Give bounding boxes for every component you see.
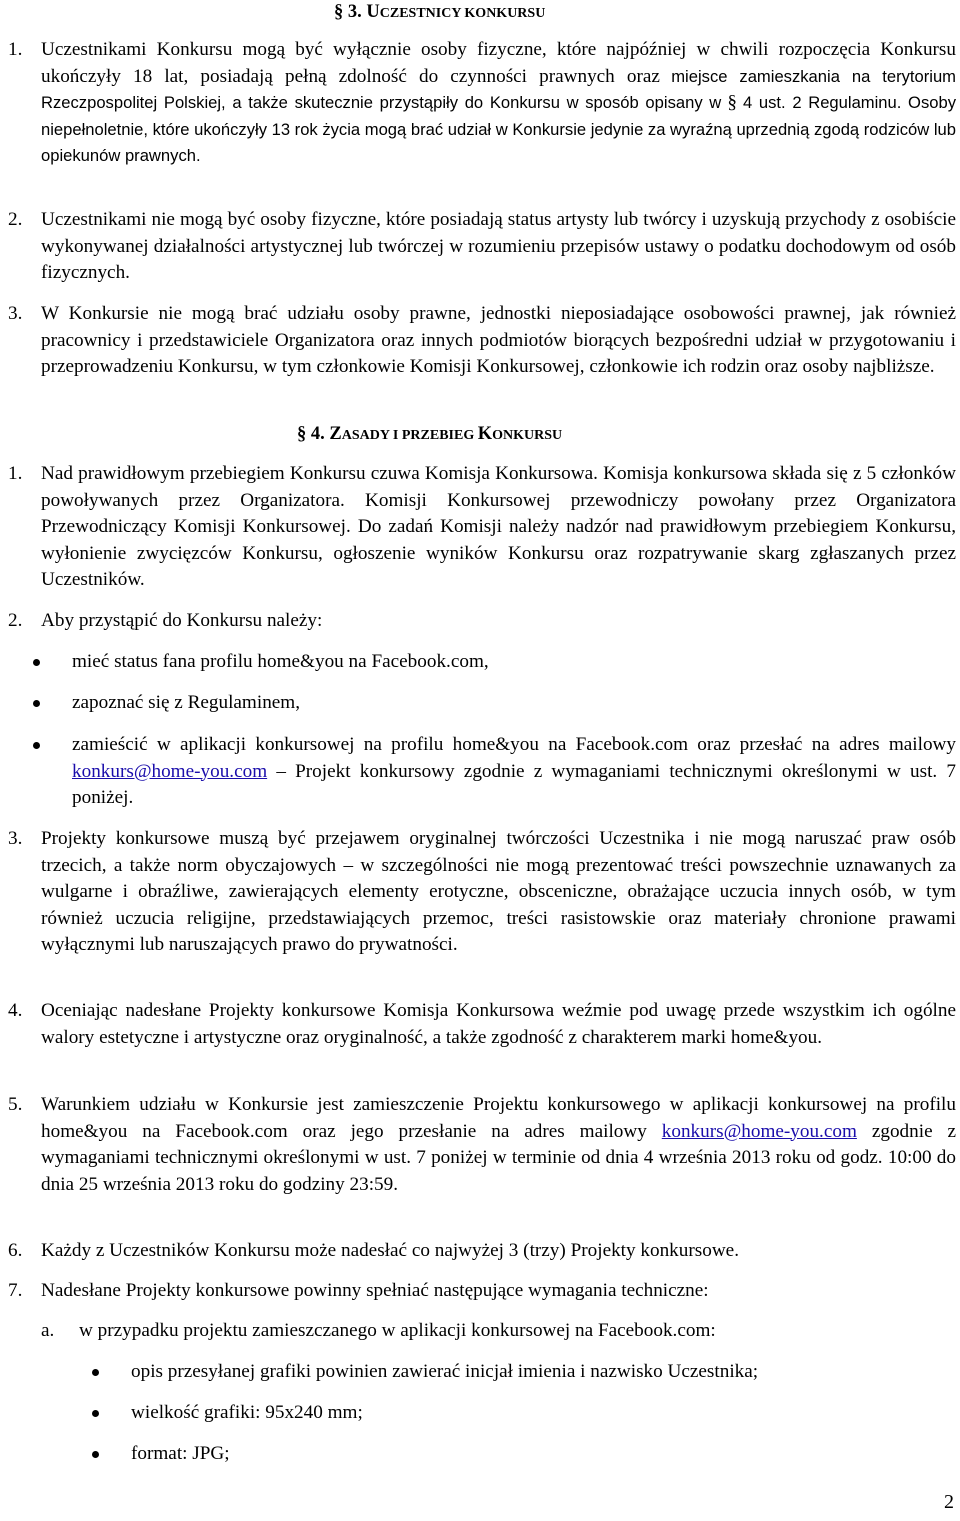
item-number: 3.	[8, 828, 23, 849]
section-heading-3	[334, 2, 545, 23]
bullet-dot	[33, 659, 40, 666]
heading-initial-2: K	[477, 424, 493, 444]
section4-item-6	[8, 1238, 956, 1265]
list-item-text-cont: – Projekt konkursowy zgodnie z wymaganiami technicznymi określonymi w ust. 7 poniżej.	[72, 760, 957, 808]
email-link[interactable]: konkurs@home-you.com	[72, 760, 268, 782]
item-number: 4.	[8, 1000, 23, 1021]
section-sign: §	[334, 2, 344, 22]
bullet-dot	[92, 1451, 99, 1458]
list-item	[92, 1400, 956, 1427]
item-text: Uczestnikami nie mogą być osoby fizyczne, które posiadają status artysty lub twórcy i uzyskują przychody z osobiście wykonywanej działalności artystycznej lub twórczej w rozumieniu przepisów ustawy o podatku dochodowym od osób fizycznych.	[41, 209, 956, 283]
list-item	[33, 732, 956, 812]
list-item-text: wielkość grafiki: 95x240 mm;	[131, 1402, 363, 1423]
item-number: 6.	[8, 1240, 23, 1261]
heading-rest: CZESTNICY KONKURSU	[379, 6, 546, 21]
email-link[interactable]: konkurs@home-you.com	[661, 1120, 857, 1142]
item-text: Każdy z Uczestników Konkursu może nadesłać co najwyżej 3 (trzy) Projekty konkursowe.	[41, 1240, 739, 1261]
section3-item-1	[8, 37, 956, 170]
item-text: Nadesłane Projekty konkursowe powinny spełniać następujące wymagania techniczne:	[41, 1280, 709, 1301]
sub-item-label: a.	[41, 1320, 55, 1341]
section4-item-5	[8, 1092, 956, 1198]
section-heading-4	[297, 424, 562, 445]
list-item	[33, 649, 956, 676]
item-text: Aby przystąpić do Konkursu należy:	[41, 610, 323, 631]
list-item	[33, 690, 956, 717]
item-number: 2.	[8, 209, 23, 230]
heading-number: 3.	[347, 2, 362, 22]
item-text-cont: zgodnie z wymaganiami technicznymi określonymi w ust. 7 poniżej w terminie od dnia 4 września 2013 roku od godz. 10:00 do dnia 25 września 2013 roku do godziny 23:59.	[41, 1120, 957, 1195]
sub-item-a	[41, 1318, 956, 1345]
item-text: Oceniając nadesłane Projekty konkursowe Komisja Konkursowa weźmie pod uwagę przede wszystkim ich ogólne walory estetyczne i artystyczne oraz oryginalność, a także zgodność z charakterem marki home&you.	[41, 1000, 956, 1048]
item-number: 1.	[8, 463, 23, 484]
section-sign-inline: §	[727, 92, 737, 113]
item-text: Nad prawidłowym przebiegiem Konkursu czuwa Komisja Konkursowa. Komisja konkursowa składa się z 5 członków powoływanych przez Organizatora. Komisji Konkursowej przewodniczy powołany przez Organizatora Przewodniczący Komisji Konkursowej. Do zadań Komisji należy nadzór nad prawidłowym przebiegiem Konkursu, wyłonienie zwycięzców Konkursu, ogłoszenie wyników Konkursu oraz rozpatrywanie skarg zgłaszanych przez Uczestników.	[41, 463, 956, 590]
sub-item-text: w przypadku projektu zamieszczanego w aplikacji konkursowej na Facebook.com:	[79, 1320, 716, 1341]
section4-item-3	[8, 826, 956, 959]
item-text-sans-cont: 4 ust. 2 Regulaminu. Osoby niepełnoletnie, które ukończyły 13 rok życia mogą brać udział w Konkursie jedynie za wyraźną uprzednią zgodą rodziców lub opiekunów prawnych.	[41, 93, 957, 165]
item-text: W Konkursie nie mogą brać udziału osoby prawne, jednostki nieposiadające osobowości prawnej, jak również pracownicy i przedstawiciele Organizatora oraz innych podmiotów biorących bezpośredni udział w przygotowaniu i przeprowadzeniu Konkursu, w tym członkowie Komisji Konkursowej, członkowie ich rodzin oraz osoby najbliższe.	[41, 303, 956, 377]
item-text-serif: Uczestnikami Konkursu mogą być wyłącznie osoby fizyczne, które najpóźniej w chwili rozpoczęcia Konkursu ukończyły 18 lat, posiadają pełną zdolność do czynności prawnych oraz	[41, 39, 956, 87]
list-item-text: zamieścić w aplikacji konkursowej na profilu home&you na Facebook.com oraz przesłać na adres mailowy	[72, 734, 956, 755]
list-item	[92, 1441, 956, 1468]
item-number: 5.	[8, 1094, 23, 1115]
bullet-dot	[92, 1369, 99, 1376]
item-text-sans: miejsce zamieszkania na terytorium Rzeczpospolitej Polskiej, a także skutecznie przystąpiły do Konkursu w sposób opisany w	[41, 66, 957, 112]
list-item-text: opis przesyłanej grafiki powinien zawierać inicjał imienia i nazwisko Uczestnika;	[131, 1361, 759, 1382]
heading-rest-2: ONKURSU	[492, 428, 563, 443]
bullet-dot	[33, 742, 40, 749]
heading-rest-1: ASADY I PRZEBIEG	[341, 428, 478, 443]
item-text: Projekty konkursowe muszą być przejawem oryginalnej twórczości Uczestnika i nie mogą naruszać praw osób trzecich, a także norm obyczajowych – w szczególności nie mogą prezentować treści powszechnie uznawanych za wulgarne i obraźliwe, zawierających elementy erotyczne, obsceniczne, obrażające uczucia innych osób, w tym również uczucia religijne, przedstawiających przemoc, treści rasistowskie oraz materiały chronione prawami wyłącznymi lub naruszających prawo do prywatności.	[41, 828, 956, 955]
section3-item-2	[8, 207, 956, 287]
section4-item-1	[8, 461, 956, 594]
list-item	[92, 1359, 956, 1386]
list-item-text: mieć status fana profilu home&you na Facebook.com,	[72, 651, 489, 672]
heading-number: 4.	[310, 424, 325, 444]
item-number: 2.	[8, 610, 23, 631]
bullet-dot	[92, 1410, 99, 1417]
section-sign: §	[297, 424, 307, 444]
section4-item-2	[8, 608, 956, 635]
heading-initial-1: Z	[329, 424, 342, 444]
item-number: 7.	[8, 1280, 23, 1301]
item-number: 3.	[8, 303, 23, 324]
item-number: 1.	[8, 39, 23, 60]
section4-item-7	[8, 1278, 956, 1305]
section4-item-4	[8, 998, 956, 1051]
list-item-text: format: JPG;	[131, 1443, 230, 1464]
heading-initial: U	[366, 2, 380, 22]
bullet-dot	[33, 700, 40, 707]
page-number: 2	[944, 1491, 954, 1513]
item-text: Warunkiem udziału w Konkursie jest zamieszczenie Projektu konkursowego w aplikacji konkursowej na profilu home&you na Facebook.com oraz jego przesłanie na adres mailowy	[41, 1094, 956, 1142]
section3-item-3	[8, 301, 956, 381]
list-item-text: zapoznać się z Regulaminem,	[72, 692, 301, 713]
